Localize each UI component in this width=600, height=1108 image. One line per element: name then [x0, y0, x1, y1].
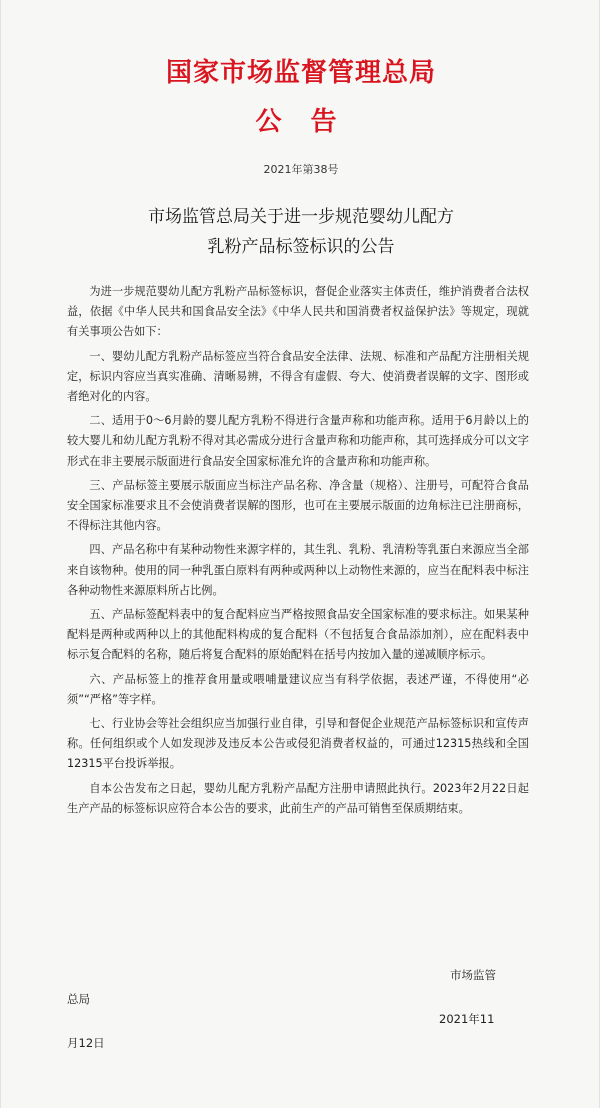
paragraph-item-3: 三、产品标签主要展示版面应当标注产品名称、净含量（规格）、注册号，可配符合食品安全国家标准要求且不会使消费者误解的图形，也可在主要展示版面的边角标注已注册商标，不得标注其他内容。 — [67, 478, 529, 533]
paragraph-item-2: 二、适用于0～6月龄的婴儿配方乳粉不得进行含量声称和功能声称。适用于6月龄以上的较大婴儿和幼儿配方乳粉不得对其必需成分进行含量声称和功能声称，其可选择成分可以文字形式在非主要展示版面进行食品安全国家标准允许的含量声称和功能声称。 — [67, 414, 529, 468]
title-line-2: 乳粉产品标签标识的公告 — [207, 237, 395, 257]
document-title — [1, 202, 600, 262]
paragraph-item-5: 五、产品标签配料表中的复合配料应当严格按照食品安全国家标准的要求标注。如果某种配料是两种或两种以上的其他配料构成的复合配料（不包括复合食品添加剂），应在配料表中标示复合配料的名称，随后将复合配料的原始配料在括号内按加入量的递减顺序标示。 — [67, 608, 529, 662]
notice-heading: 公 告 — [255, 107, 347, 137]
document-body — [67, 282, 529, 823]
title-line-1: 市场监管总局关于进一步规范婴幼儿配方 — [148, 207, 454, 227]
paragraph-effective-date: 自本公告发布之日起，婴幼儿配方乳粉产品配方注册申请照此执行。2023年2月22日起生产产品的标签标识应符合本公告的要求，此前生产的产品可销售至保质期结束。 — [67, 781, 529, 815]
signature-date-line-2: 月12日 — [67, 1036, 105, 1050]
paragraph-item-7: 七、行业协会等社会组织应当加强行业自律，引导和督促企业规范产品标签标识和宣传声称。任何组织或个人如发现涉及违反本公告或侵犯消费者权益的，可通过12315热线和全国12315平台投诉举报。 — [67, 717, 529, 771]
signature-date-line-1: 2021年11 — [439, 1012, 495, 1026]
paragraph-item-4: 四、产品名称中有某种动物性来源字样的，其生乳、乳粉、乳清粉等乳蛋白来源应当全部来自该物种。使用的同一种乳蛋白原料有两种或两种以上动物性来源的，应当在配料表中标注各种动物性来源原料所占比例。 — [67, 543, 529, 597]
signature-agency-line-2: 总局 — [67, 992, 90, 1006]
signature-agency-line-1: 市场监管 — [450, 968, 496, 982]
paragraph-item-1: 一、婴幼儿配方乳粉产品标签应当符合食品安全法律、法规、标准和产品配方注册相关规定，标识内容应当真实准确、清晰易辨，不得含有虚假、夸大、使消费者误解的文字、图形或者绝对化的内容。 — [67, 349, 529, 404]
paragraph-intro: 为进一步规范婴幼儿配方乳粉产品标签标识，督促企业落实主体责任，维护消费者合法权益，依据《中华人民共和国食品安全法》《中华人民共和国消费者权益保护法》等规定，现就有关事项公告如下： — [67, 285, 529, 339]
document-number: 2021年第38号 — [263, 163, 339, 176]
agency-header: 国家市场监督管理总局 — [165, 58, 436, 88]
paragraph-item-6: 六、产品标签上的推荐食用量或喂哺量建议应当有科学依据，表述严谨，不得使用“必须”“严格”等字样。 — [67, 672, 529, 706]
